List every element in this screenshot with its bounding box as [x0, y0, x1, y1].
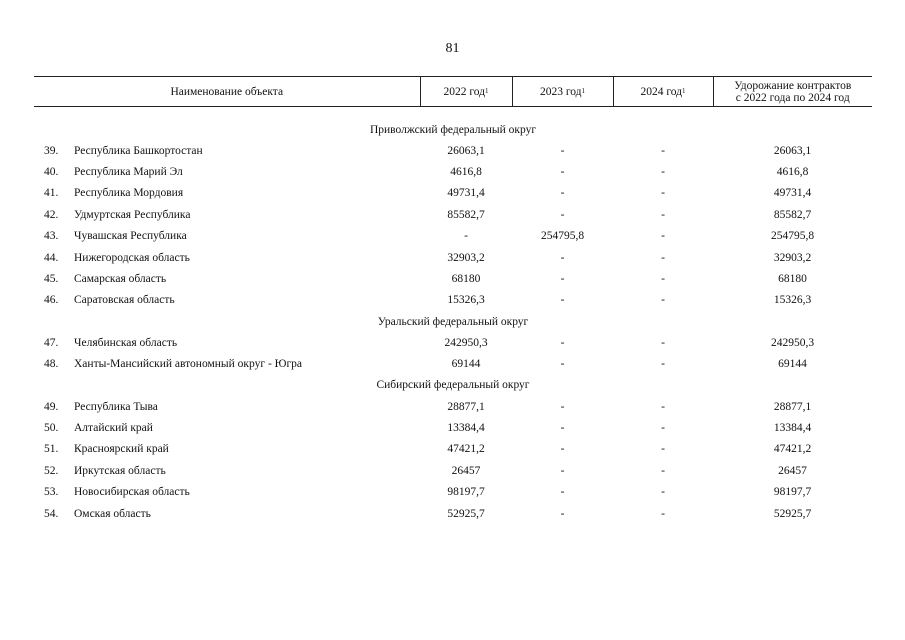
- row-number: 49.: [44, 400, 59, 413]
- header-increase-line2: с 2022 года по 2024 год: [735, 91, 850, 104]
- table-row: [34, 204, 872, 225]
- row-increase: 242950,3: [770, 336, 815, 349]
- row-name: Самарская область: [74, 273, 167, 286]
- row-2022: 52925,7: [447, 507, 485, 520]
- row-2022: 85582,7: [447, 208, 485, 221]
- row-2024: -: [661, 464, 665, 477]
- row-2024: -: [661, 230, 665, 243]
- row-number: 41.: [44, 187, 59, 200]
- row-2024: -: [661, 400, 665, 413]
- header-2022: [420, 77, 512, 107]
- row-2024: -: [661, 358, 665, 371]
- row-2022: 13384,4: [447, 421, 485, 434]
- row-2022: 68180: [451, 273, 481, 286]
- row-increase: 98197,7: [773, 486, 812, 499]
- row-2022: 26063,1: [447, 144, 485, 157]
- row-name: Республика Башкортостан: [74, 144, 203, 157]
- row-2023: -: [560, 421, 565, 434]
- row-number: 39.: [44, 144, 59, 157]
- row-increase: 47421,2: [773, 443, 812, 456]
- row-number: 47.: [44, 336, 59, 349]
- group-row: [34, 119, 872, 140]
- row-2024: -: [661, 144, 665, 157]
- row-2023: -: [560, 443, 565, 456]
- table-row: [34, 417, 872, 438]
- row-number: 40.: [44, 166, 59, 179]
- group-title: Сибирский федеральный округ: [376, 379, 530, 392]
- row-name: Республика Тыва: [74, 400, 158, 413]
- row-2024: -: [661, 251, 665, 264]
- header-increase: [713, 77, 872, 107]
- row-2024: -: [661, 208, 665, 221]
- row-name: Омская область: [74, 507, 151, 520]
- header-name: [34, 77, 420, 107]
- row-2023: -: [560, 464, 565, 477]
- row-2022: -: [464, 230, 468, 243]
- row-2022: 32903,2: [447, 251, 485, 264]
- table-row: [34, 161, 872, 182]
- row-2024: -: [661, 443, 665, 456]
- row-number: 52.: [44, 464, 59, 477]
- row-2023: -: [560, 507, 565, 520]
- row-2024: -: [661, 421, 665, 434]
- table-row: [34, 226, 872, 247]
- row-number: 44.: [44, 251, 59, 264]
- row-number: 48.: [44, 358, 59, 371]
- row-2022: 47421,2: [447, 443, 485, 456]
- page-number: 81: [445, 41, 460, 56]
- row-name: Алтайский край: [74, 421, 153, 434]
- footnote-mark: 1: [682, 86, 686, 95]
- row-2022: 49731,4: [447, 187, 485, 200]
- row-2022: 28877,1: [447, 400, 485, 413]
- header-2023-label: 2023 год: [539, 85, 582, 98]
- row-2024: -: [661, 486, 665, 499]
- row-name: Республика Мордовия: [74, 187, 184, 200]
- row-increase: 28877,1: [773, 400, 812, 413]
- row-2024: -: [661, 507, 665, 520]
- row-name: Удмуртская Республика: [74, 208, 191, 221]
- row-2022: 69144: [451, 358, 481, 371]
- footnote-mark: 1: [485, 86, 489, 95]
- row-2023: -: [560, 144, 565, 157]
- header-name-label: Наименование объекта: [170, 85, 284, 98]
- row-number: 42.: [44, 208, 59, 221]
- table-row: [34, 290, 872, 311]
- table-row: [34, 460, 872, 481]
- table-row: [34, 247, 872, 268]
- row-increase: 69144: [778, 358, 807, 371]
- row-2022: 242950,3: [444, 336, 488, 349]
- row-name: Челябинская область: [74, 336, 178, 349]
- row-2022: 15326,3: [447, 294, 485, 307]
- row-number: 43.: [44, 230, 59, 243]
- table-row: [34, 396, 872, 417]
- group-row: [34, 375, 872, 396]
- row-name: Красноярский край: [74, 443, 169, 456]
- row-increase: 68180: [778, 273, 807, 286]
- objects-table: [34, 76, 872, 524]
- row-name: Саратовская область: [74, 294, 175, 307]
- row-2023: -: [560, 486, 565, 499]
- row-increase: 254795,8: [770, 230, 815, 243]
- header-2024-label: 2024 год: [640, 85, 683, 98]
- row-2023: -: [560, 208, 565, 221]
- row-2023: -: [560, 273, 565, 286]
- row-name: Республика Марий Эл: [74, 166, 183, 179]
- header-2024: [613, 77, 713, 107]
- row-2022: 98197,7: [447, 486, 485, 499]
- row-number: 45.: [44, 273, 59, 286]
- row-2023: -: [560, 400, 565, 413]
- row-increase: 52925,7: [773, 507, 812, 520]
- row-2023: -: [560, 251, 565, 264]
- group-title: Приволжский федеральный округ: [369, 123, 537, 136]
- row-2023: 254795,8: [540, 230, 585, 243]
- row-2024: -: [661, 273, 665, 286]
- row-increase: 4616,8: [776, 166, 809, 179]
- header-2022-label: 2022 год: [443, 85, 486, 98]
- row-2024: -: [661, 336, 665, 349]
- table-header-row: [34, 77, 872, 107]
- row-increase: 13384,4: [773, 421, 812, 434]
- row-increase: 85582,7: [773, 208, 812, 221]
- table-row: [34, 140, 872, 161]
- row-number: 53.: [44, 486, 59, 499]
- table-row: [34, 481, 872, 502]
- row-name: Чувашская Республика: [74, 230, 187, 243]
- group-row: [34, 311, 872, 332]
- row-number: 50.: [44, 421, 59, 434]
- table-row: [34, 439, 872, 460]
- row-name: Новосибирская область: [74, 486, 190, 499]
- footnote-mark: 1: [581, 86, 586, 95]
- row-name: Нижегородская область: [74, 251, 190, 264]
- table-row: [34, 183, 872, 204]
- table-row: [34, 268, 872, 289]
- row-increase: 49731,4: [773, 187, 812, 200]
- row-2024: -: [661, 166, 665, 179]
- row-number: 46.: [44, 294, 59, 307]
- row-name: Ханты-Мансийский автономный округ - Югра: [74, 358, 303, 371]
- row-2022: 26457: [451, 464, 481, 477]
- row-2023: -: [560, 294, 565, 307]
- table-row: [34, 503, 872, 524]
- header-2023: [512, 77, 613, 107]
- row-2024: -: [661, 187, 665, 200]
- row-2023: -: [560, 336, 565, 349]
- row-number: 54.: [44, 507, 59, 520]
- row-increase: 15326,3: [773, 294, 812, 307]
- row-increase: 26457: [778, 464, 807, 477]
- row-2024: -: [661, 294, 665, 307]
- group-title: Уральский федеральный округ: [377, 315, 529, 328]
- row-name: Иркутская область: [74, 464, 166, 477]
- table-row: [34, 354, 872, 375]
- row-number: 51.: [44, 443, 59, 456]
- row-increase: 32903,2: [773, 251, 812, 264]
- table-row: [34, 332, 872, 353]
- row-2023: -: [560, 358, 565, 371]
- row-2023: -: [560, 187, 565, 200]
- header-increase-line1: Удорожание контрактов: [734, 79, 852, 92]
- row-2022: 4616,8: [450, 166, 482, 179]
- row-increase: 26063,1: [773, 144, 812, 157]
- row-2023: -: [560, 166, 565, 179]
